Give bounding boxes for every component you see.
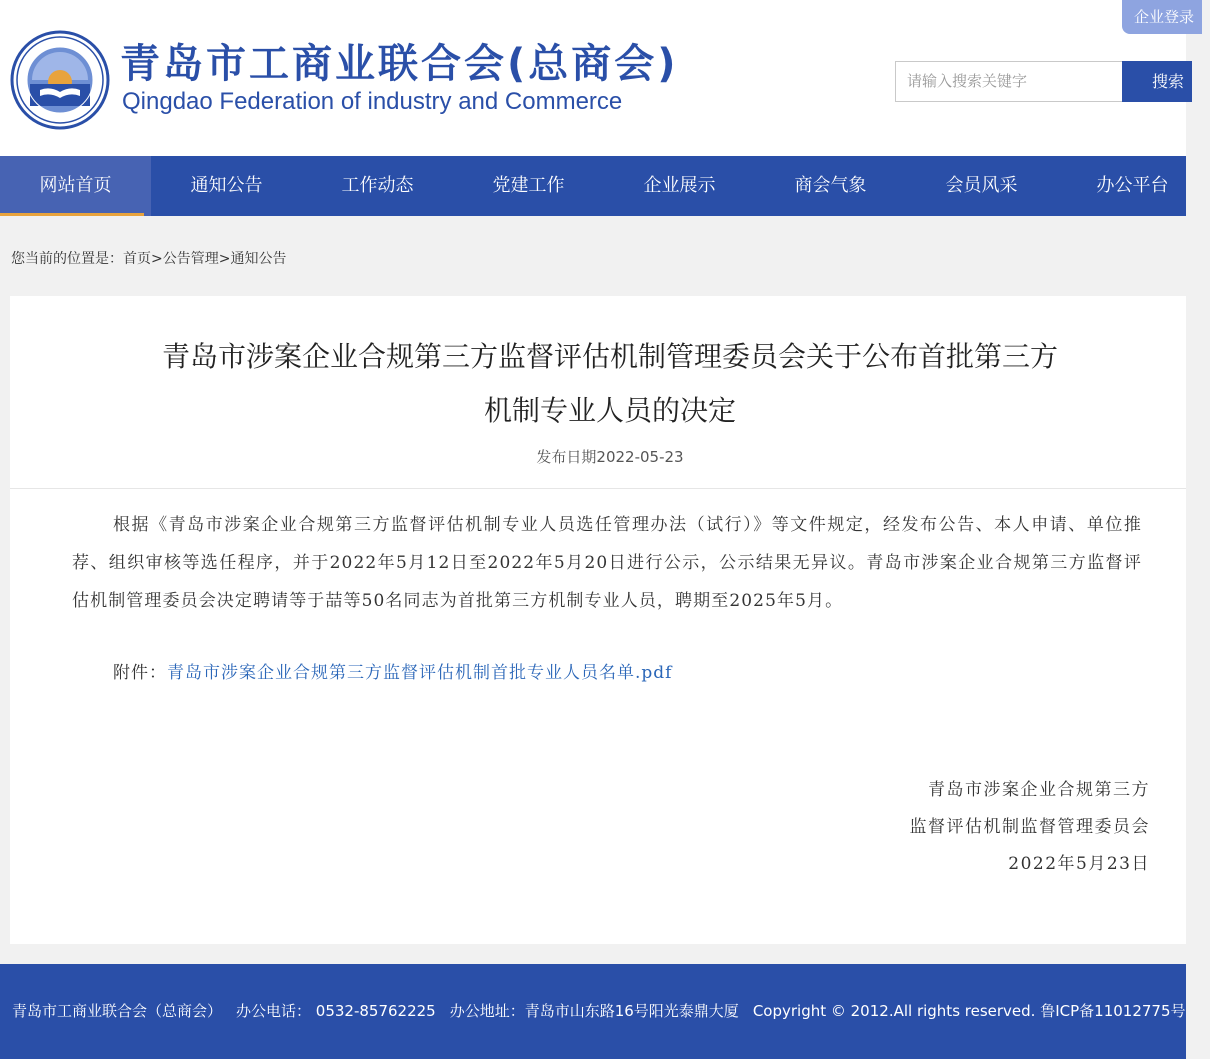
breadcrumb-separator: > — [218, 251, 231, 267]
nav-item-notices[interactable]: 通知公告 — [190, 175, 263, 196]
attachment-label: 附件： — [113, 663, 167, 683]
article-title-line: 青岛市涉案企业合规第三方监督评估机制管理委员会关于公布首批第三方 — [161, 340, 1058, 373]
breadcrumb-separator: > — [151, 251, 163, 267]
breadcrumb-section-link[interactable]: 公告管理 — [162, 251, 219, 267]
footer-phone: 办公电话： 0532-85762225 — [236, 1002, 436, 1020]
site-header — [0, 0, 1195, 156]
enterprise-login-button[interactable]: 企业登录 — [1122, 0, 1202, 34]
article-title — [110, 330, 1110, 438]
nav-item-work-news[interactable]: 工作动态 — [341, 175, 414, 196]
article-body: 根据《青岛市涉案企业合规第三方监督评估机制专业人员选任管理办法（试行）》等文件规定，经发布公告、本人申请、单位推荐、组织审核等选任程序，并于2022年5月12日至2022年5月20日进行公示，公示结果无异议。青岛市涉案企业合规第三方监督评估机制管理委员会决定聘请等于喆等50名同志为首批第三方机制专业人员，聘期至2025年5月。 — [72, 515, 1142, 611]
signature-block — [910, 772, 1151, 883]
footer-copyright: Copyright © 2012.All rights reserved. 鲁ICP备11012775号 — [752, 1002, 1186, 1020]
site-title-english: Qingdao Federation of industry and Commerce — [122, 88, 623, 115]
site-title-chinese: 青岛市工商业联合会(总商会) — [120, 41, 679, 87]
signature-line: 青岛市涉案企业合规第三方 — [928, 780, 1150, 800]
nav-item-member-style[interactable]: 会员风采 — [945, 175, 1018, 196]
nav-item-office-platform[interactable]: 办公平台 — [1096, 175, 1169, 196]
footer-org: 青岛市工商业联合会（总商会） — [12, 1002, 223, 1020]
breadcrumb-home-link[interactable]: 首页 — [123, 251, 151, 267]
federation-seal-logo-icon[interactable] — [10, 30, 110, 130]
article-panel — [10, 296, 1186, 944]
attachment-row — [113, 658, 672, 683]
publish-date: 发布日期2022-05-23 — [536, 448, 684, 466]
footer-info — [12, 1000, 1200, 1021]
signature-date: 2022年5月23日 — [1008, 854, 1150, 874]
article-title-line: 机制专业人员的决定 — [483, 394, 736, 427]
breadcrumb-prefix: 您当前的位置是： — [11, 251, 123, 267]
attachment-pdf-link[interactable]: 青岛市涉案企业合规第三方监督评估机制首批专业人员名单.pdf — [167, 663, 673, 683]
nav-item-home[interactable]: 网站首页 — [0, 156, 151, 216]
footer-address: 办公地址：青岛市山东路16号阳光泰鼎大厦 — [449, 1002, 739, 1020]
breadcrumb-current[interactable]: 通知公告 — [230, 251, 287, 267]
nav-item-party-building[interactable]: 党建工作 — [492, 175, 565, 196]
nav-item-enterprise-showcase[interactable]: 企业展示 — [643, 175, 716, 196]
search-input[interactable]: 请输入搜索关键字 — [895, 61, 1123, 102]
breadcrumb — [11, 248, 286, 268]
search-button[interactable]: 搜索 — [1122, 61, 1192, 102]
divider — [10, 488, 1186, 489]
signature-line: 监督评估机制监督管理委员会 — [909, 817, 1150, 837]
nav-item-chamber-news[interactable]: 商会气象 — [794, 175, 867, 196]
main-nav — [0, 156, 1186, 216]
site-footer — [0, 964, 1186, 1059]
